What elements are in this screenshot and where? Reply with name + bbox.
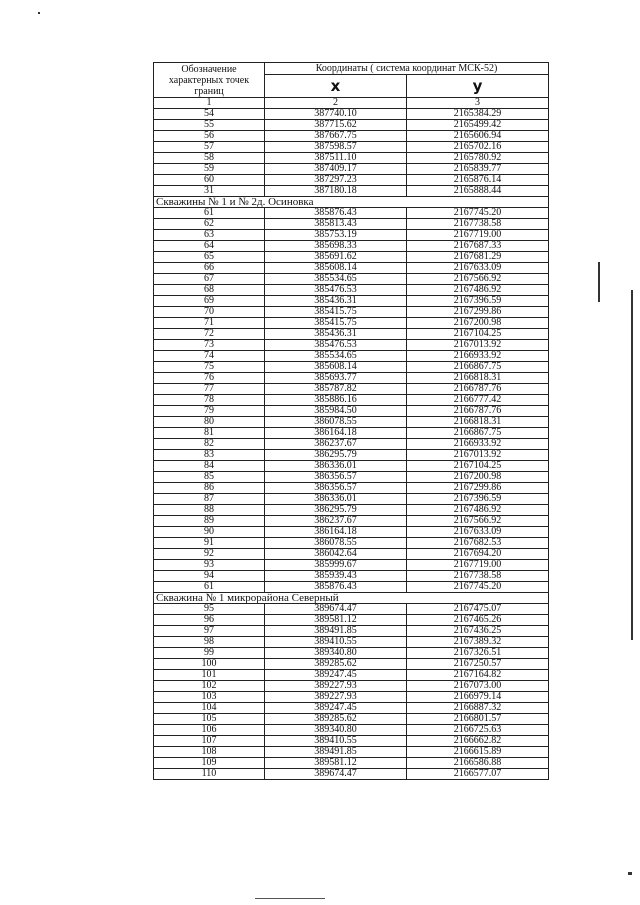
point-number-cell: 65	[154, 252, 265, 263]
table-row	[154, 285, 549, 296]
point-number-cell: 58	[154, 153, 265, 164]
x-coordinate-cell: 385698.33	[265, 241, 407, 252]
point-number-cell: 85	[154, 472, 265, 483]
y-coordinate-cell: 2166818.31	[407, 373, 549, 384]
point-number-cell: 102	[154, 681, 265, 692]
x-coordinate-cell: 385608.14	[265, 362, 407, 373]
header-x-label: x	[265, 75, 407, 98]
point-number-cell: 86	[154, 483, 265, 494]
y-coordinate-cell: 2167745.20	[407, 208, 549, 219]
y-coordinate-cell: 2166867.75	[407, 362, 549, 373]
x-coordinate-cell: 385876.43	[265, 582, 407, 593]
table-row	[154, 395, 549, 406]
point-number-cell: 31	[154, 186, 265, 197]
x-coordinate-cell: 389285.62	[265, 659, 407, 670]
point-number-cell: 89	[154, 516, 265, 527]
point-number-cell: 106	[154, 725, 265, 736]
x-coordinate-cell: 389581.12	[265, 758, 407, 769]
table-row	[154, 252, 549, 263]
y-coordinate-cell: 2167738.58	[407, 219, 549, 230]
header-row	[154, 63, 549, 75]
y-coordinate-cell: 2165499.42	[407, 120, 549, 131]
point-number-cell: 60	[154, 175, 265, 186]
x-coordinate-cell: 387715.62	[265, 120, 407, 131]
point-number-cell: 78	[154, 395, 265, 406]
y-coordinate-cell: 2167681.29	[407, 252, 549, 263]
y-coordinate-cell: 2167745.20	[407, 582, 549, 593]
table-row	[154, 296, 549, 307]
y-coordinate-cell: 2167104.25	[407, 461, 549, 472]
y-coordinate-cell: 2167486.92	[407, 285, 549, 296]
point-number-cell: 107	[154, 736, 265, 747]
x-coordinate-cell: 389340.80	[265, 725, 407, 736]
x-coordinate-cell: 386356.57	[265, 483, 407, 494]
point-number-cell: 82	[154, 439, 265, 450]
x-coordinate-cell: 386336.01	[265, 494, 407, 505]
x-coordinate-cell: 385415.75	[265, 318, 407, 329]
table-row	[154, 472, 549, 483]
table-row	[154, 230, 549, 241]
point-number-cell: 73	[154, 340, 265, 351]
x-coordinate-cell: 389491.85	[265, 626, 407, 637]
table-row	[154, 384, 549, 395]
table-row	[154, 120, 549, 131]
point-number-cell: 110	[154, 769, 265, 780]
table-row	[154, 175, 549, 186]
y-coordinate-cell: 2167475.07	[407, 604, 549, 615]
y-coordinate-cell: 2166887.32	[407, 703, 549, 714]
section-title: Скважина № 1 микрорайона Северный	[154, 593, 549, 604]
x-coordinate-cell: 386164.18	[265, 428, 407, 439]
x-coordinate-cell: 385693.77	[265, 373, 407, 384]
table-row	[154, 736, 549, 747]
point-number-cell: 55	[154, 120, 265, 131]
x-coordinate-cell: 386164.18	[265, 527, 407, 538]
x-coordinate-cell: 387180.18	[265, 186, 407, 197]
table-row	[154, 527, 549, 538]
y-coordinate-cell: 2166979.14	[407, 692, 549, 703]
header-coordinates-label: Координаты ( система координат МСК-52)	[265, 63, 549, 75]
x-coordinate-cell: 389285.62	[265, 714, 407, 725]
table-row	[154, 318, 549, 329]
table-row	[154, 450, 549, 461]
coordinates-table-body	[154, 63, 549, 780]
y-coordinate-cell: 2167389.32	[407, 637, 549, 648]
y-coordinate-cell: 2167719.00	[407, 230, 549, 241]
point-number-cell: 92	[154, 549, 265, 560]
point-number-cell: 59	[154, 164, 265, 175]
x-coordinate-cell: 385436.31	[265, 296, 407, 307]
section-title: Скважины № 1 и № 2д. Осиновка	[154, 197, 549, 208]
table-row	[154, 417, 549, 428]
section-row	[154, 197, 549, 208]
table-row	[154, 439, 549, 450]
table-row	[154, 604, 549, 615]
x-coordinate-cell: 386078.55	[265, 417, 407, 428]
point-number-cell: 56	[154, 131, 265, 142]
point-number-cell: 91	[154, 538, 265, 549]
table-row	[154, 747, 549, 758]
column-number-2: 2	[265, 98, 407, 109]
y-coordinate-cell: 2166787.76	[407, 384, 549, 395]
y-coordinate-cell: 2166577.07	[407, 769, 549, 780]
y-coordinate-cell: 2167013.92	[407, 450, 549, 461]
y-coordinate-cell: 2167200.98	[407, 472, 549, 483]
point-number-cell: 109	[154, 758, 265, 769]
scan-speck	[628, 872, 632, 875]
y-coordinate-cell: 2167694.20	[407, 549, 549, 560]
table-row	[154, 208, 549, 219]
y-coordinate-cell: 2166933.92	[407, 439, 549, 450]
y-coordinate-cell: 2167164.82	[407, 670, 549, 681]
point-number-cell: 97	[154, 626, 265, 637]
y-coordinate-cell: 2167633.09	[407, 527, 549, 538]
table-row	[154, 769, 549, 780]
y-coordinate-cell: 2166586.88	[407, 758, 549, 769]
table-row	[154, 505, 549, 516]
x-coordinate-cell: 385534.65	[265, 274, 407, 285]
table-row	[154, 406, 549, 417]
x-coordinate-cell: 389227.93	[265, 681, 407, 692]
table-row	[154, 263, 549, 274]
x-coordinate-cell: 386336.01	[265, 461, 407, 472]
point-number-cell: 61	[154, 208, 265, 219]
table-row	[154, 329, 549, 340]
x-coordinate-cell: 389247.45	[265, 703, 407, 714]
table-row	[154, 615, 549, 626]
x-coordinate-cell: 385691.62	[265, 252, 407, 263]
x-coordinate-cell: 389410.55	[265, 736, 407, 747]
table-row	[154, 307, 549, 318]
y-coordinate-cell: 2166615.89	[407, 747, 549, 758]
y-coordinate-cell: 2166933.92	[407, 351, 549, 362]
x-coordinate-cell: 387409.17	[265, 164, 407, 175]
column-number-3: 3	[407, 98, 549, 109]
x-coordinate-cell: 385787.82	[265, 384, 407, 395]
column-numbers-row	[154, 98, 549, 109]
y-coordinate-cell: 2167299.86	[407, 483, 549, 494]
point-number-cell: 95	[154, 604, 265, 615]
y-coordinate-cell: 2166818.31	[407, 417, 549, 428]
point-number-cell: 71	[154, 318, 265, 329]
table-row	[154, 340, 549, 351]
y-coordinate-cell: 2165876.14	[407, 175, 549, 186]
point-number-cell: 70	[154, 307, 265, 318]
scan-edge-mark	[631, 290, 633, 640]
point-number-cell: 77	[154, 384, 265, 395]
x-coordinate-cell: 385436.31	[265, 329, 407, 340]
table-row	[154, 582, 549, 593]
x-coordinate-cell: 386078.55	[265, 538, 407, 549]
point-number-cell: 76	[154, 373, 265, 384]
point-number-cell: 57	[154, 142, 265, 153]
table-row	[154, 131, 549, 142]
point-number-cell: 94	[154, 571, 265, 582]
point-number-cell: 108	[154, 747, 265, 758]
table-row	[154, 351, 549, 362]
point-number-cell: 62	[154, 219, 265, 230]
x-coordinate-cell: 386356.57	[265, 472, 407, 483]
point-number-cell: 68	[154, 285, 265, 296]
x-coordinate-cell: 387297.23	[265, 175, 407, 186]
point-number-cell: 75	[154, 362, 265, 373]
y-coordinate-cell: 2167396.59	[407, 494, 549, 505]
y-coordinate-cell: 2165780.92	[407, 153, 549, 164]
table-row	[154, 703, 549, 714]
table-row	[154, 626, 549, 637]
x-coordinate-cell: 385534.65	[265, 351, 407, 362]
x-coordinate-cell: 389247.45	[265, 670, 407, 681]
point-number-cell: 103	[154, 692, 265, 703]
x-coordinate-cell: 385886.16	[265, 395, 407, 406]
table-row	[154, 164, 549, 175]
point-number-cell: 90	[154, 527, 265, 538]
y-coordinate-cell: 2167738.58	[407, 571, 549, 582]
table-row	[154, 153, 549, 164]
table-row	[154, 670, 549, 681]
point-number-cell: 96	[154, 615, 265, 626]
y-coordinate-cell: 2165606.94	[407, 131, 549, 142]
x-coordinate-cell: 387598.57	[265, 142, 407, 153]
table-row	[154, 714, 549, 725]
y-coordinate-cell: 2167013.92	[407, 340, 549, 351]
table-row	[154, 483, 549, 494]
y-coordinate-cell: 2167073.00	[407, 681, 549, 692]
y-coordinate-cell: 2165384.29	[407, 109, 549, 120]
y-coordinate-cell: 2165839.77	[407, 164, 549, 175]
y-coordinate-cell: 2167436.25	[407, 626, 549, 637]
table-row	[154, 186, 549, 197]
table-row	[154, 109, 549, 120]
point-number-cell: 67	[154, 274, 265, 285]
point-number-cell: 98	[154, 637, 265, 648]
y-coordinate-cell: 2167719.00	[407, 560, 549, 571]
y-coordinate-cell: 2166725.63	[407, 725, 549, 736]
table-row	[154, 373, 549, 384]
point-number-cell: 54	[154, 109, 265, 120]
x-coordinate-cell: 389674.47	[265, 604, 407, 615]
y-coordinate-cell: 2167104.25	[407, 329, 549, 340]
x-coordinate-cell: 387667.75	[265, 131, 407, 142]
x-coordinate-cell: 385939.43	[265, 571, 407, 582]
section-row	[154, 593, 549, 604]
x-coordinate-cell: 385999.67	[265, 560, 407, 571]
point-number-cell: 104	[154, 703, 265, 714]
table-row	[154, 274, 549, 285]
x-coordinate-cell: 389410.55	[265, 637, 407, 648]
y-coordinate-cell: 2166662.82	[407, 736, 549, 747]
x-coordinate-cell: 385753.19	[265, 230, 407, 241]
x-coordinate-cell: 387740.10	[265, 109, 407, 120]
y-coordinate-cell: 2167566.92	[407, 274, 549, 285]
x-coordinate-cell: 385876.43	[265, 208, 407, 219]
y-coordinate-cell: 2167687.33	[407, 241, 549, 252]
y-coordinate-cell: 2167299.86	[407, 307, 549, 318]
point-number-cell: 66	[154, 263, 265, 274]
y-coordinate-cell: 2167396.59	[407, 296, 549, 307]
scan-edge-mark	[598, 262, 600, 302]
point-number-cell: 99	[154, 648, 265, 659]
x-coordinate-cell: 385415.75	[265, 307, 407, 318]
y-coordinate-cell: 2167566.92	[407, 516, 549, 527]
y-coordinate-cell: 2167465.26	[407, 615, 549, 626]
y-coordinate-cell: 2165702.16	[407, 142, 549, 153]
x-coordinate-cell: 386042.64	[265, 549, 407, 560]
point-number-cell: 72	[154, 329, 265, 340]
point-number-cell: 63	[154, 230, 265, 241]
x-coordinate-cell: 385608.14	[265, 263, 407, 274]
table-row	[154, 461, 549, 472]
table-row	[154, 142, 549, 153]
header-points-label: Обозначение характерных точек границ	[154, 63, 265, 98]
table-row	[154, 725, 549, 736]
table-row	[154, 362, 549, 373]
x-coordinate-cell: 386295.79	[265, 505, 407, 516]
point-number-cell: 64	[154, 241, 265, 252]
point-number-cell: 84	[154, 461, 265, 472]
table-row	[154, 692, 549, 703]
point-number-cell: 101	[154, 670, 265, 681]
x-coordinate-cell: 389491.85	[265, 747, 407, 758]
table-row	[154, 637, 549, 648]
table-row	[154, 648, 549, 659]
table-row	[154, 538, 549, 549]
table-row	[154, 428, 549, 439]
point-number-cell: 88	[154, 505, 265, 516]
table-row	[154, 659, 549, 670]
point-number-cell: 100	[154, 659, 265, 670]
table-row	[154, 758, 549, 769]
y-coordinate-cell: 2167633.09	[407, 263, 549, 274]
table-row	[154, 681, 549, 692]
x-coordinate-cell: 385984.50	[265, 406, 407, 417]
x-coordinate-cell: 389227.93	[265, 692, 407, 703]
table-row	[154, 516, 549, 527]
point-number-cell: 93	[154, 560, 265, 571]
x-coordinate-cell: 387511.10	[265, 153, 407, 164]
table-row	[154, 571, 549, 582]
x-coordinate-cell: 386295.79	[265, 450, 407, 461]
y-coordinate-cell: 2167250.57	[407, 659, 549, 670]
table-row	[154, 560, 549, 571]
x-coordinate-cell: 389581.12	[265, 615, 407, 626]
point-number-cell: 105	[154, 714, 265, 725]
x-coordinate-cell: 386237.67	[265, 516, 407, 527]
y-coordinate-cell: 2167682.53	[407, 538, 549, 549]
y-coordinate-cell: 2165888.44	[407, 186, 549, 197]
x-coordinate-cell: 389340.80	[265, 648, 407, 659]
table-row	[154, 549, 549, 560]
y-coordinate-cell: 2167486.92	[407, 505, 549, 516]
table-row	[154, 241, 549, 252]
x-coordinate-cell: 385476.53	[265, 285, 407, 296]
point-number-cell: 69	[154, 296, 265, 307]
y-coordinate-cell: 2166777.42	[407, 395, 549, 406]
y-coordinate-cell: 2166787.76	[407, 406, 549, 417]
point-number-cell: 74	[154, 351, 265, 362]
y-coordinate-cell: 2166801.57	[407, 714, 549, 725]
point-number-cell: 61	[154, 582, 265, 593]
column-number-1: 1	[154, 98, 265, 109]
point-number-cell: 83	[154, 450, 265, 461]
point-number-cell: 87	[154, 494, 265, 505]
x-coordinate-cell: 385813.43	[265, 219, 407, 230]
x-coordinate-cell: 385476.53	[265, 340, 407, 351]
x-coordinate-cell: 389674.47	[265, 769, 407, 780]
footer-line	[255, 898, 325, 899]
scan-speck	[38, 12, 40, 14]
y-coordinate-cell: 2167200.98	[407, 318, 549, 329]
table-row	[154, 494, 549, 505]
point-number-cell: 81	[154, 428, 265, 439]
header-y-label: y	[407, 75, 549, 98]
y-coordinate-cell: 2167326.51	[407, 648, 549, 659]
y-coordinate-cell: 2166867.75	[407, 428, 549, 439]
table-row	[154, 219, 549, 230]
x-coordinate-cell: 386237.67	[265, 439, 407, 450]
point-number-cell: 79	[154, 406, 265, 417]
point-number-cell: 80	[154, 417, 265, 428]
coordinates-table	[153, 62, 549, 780]
